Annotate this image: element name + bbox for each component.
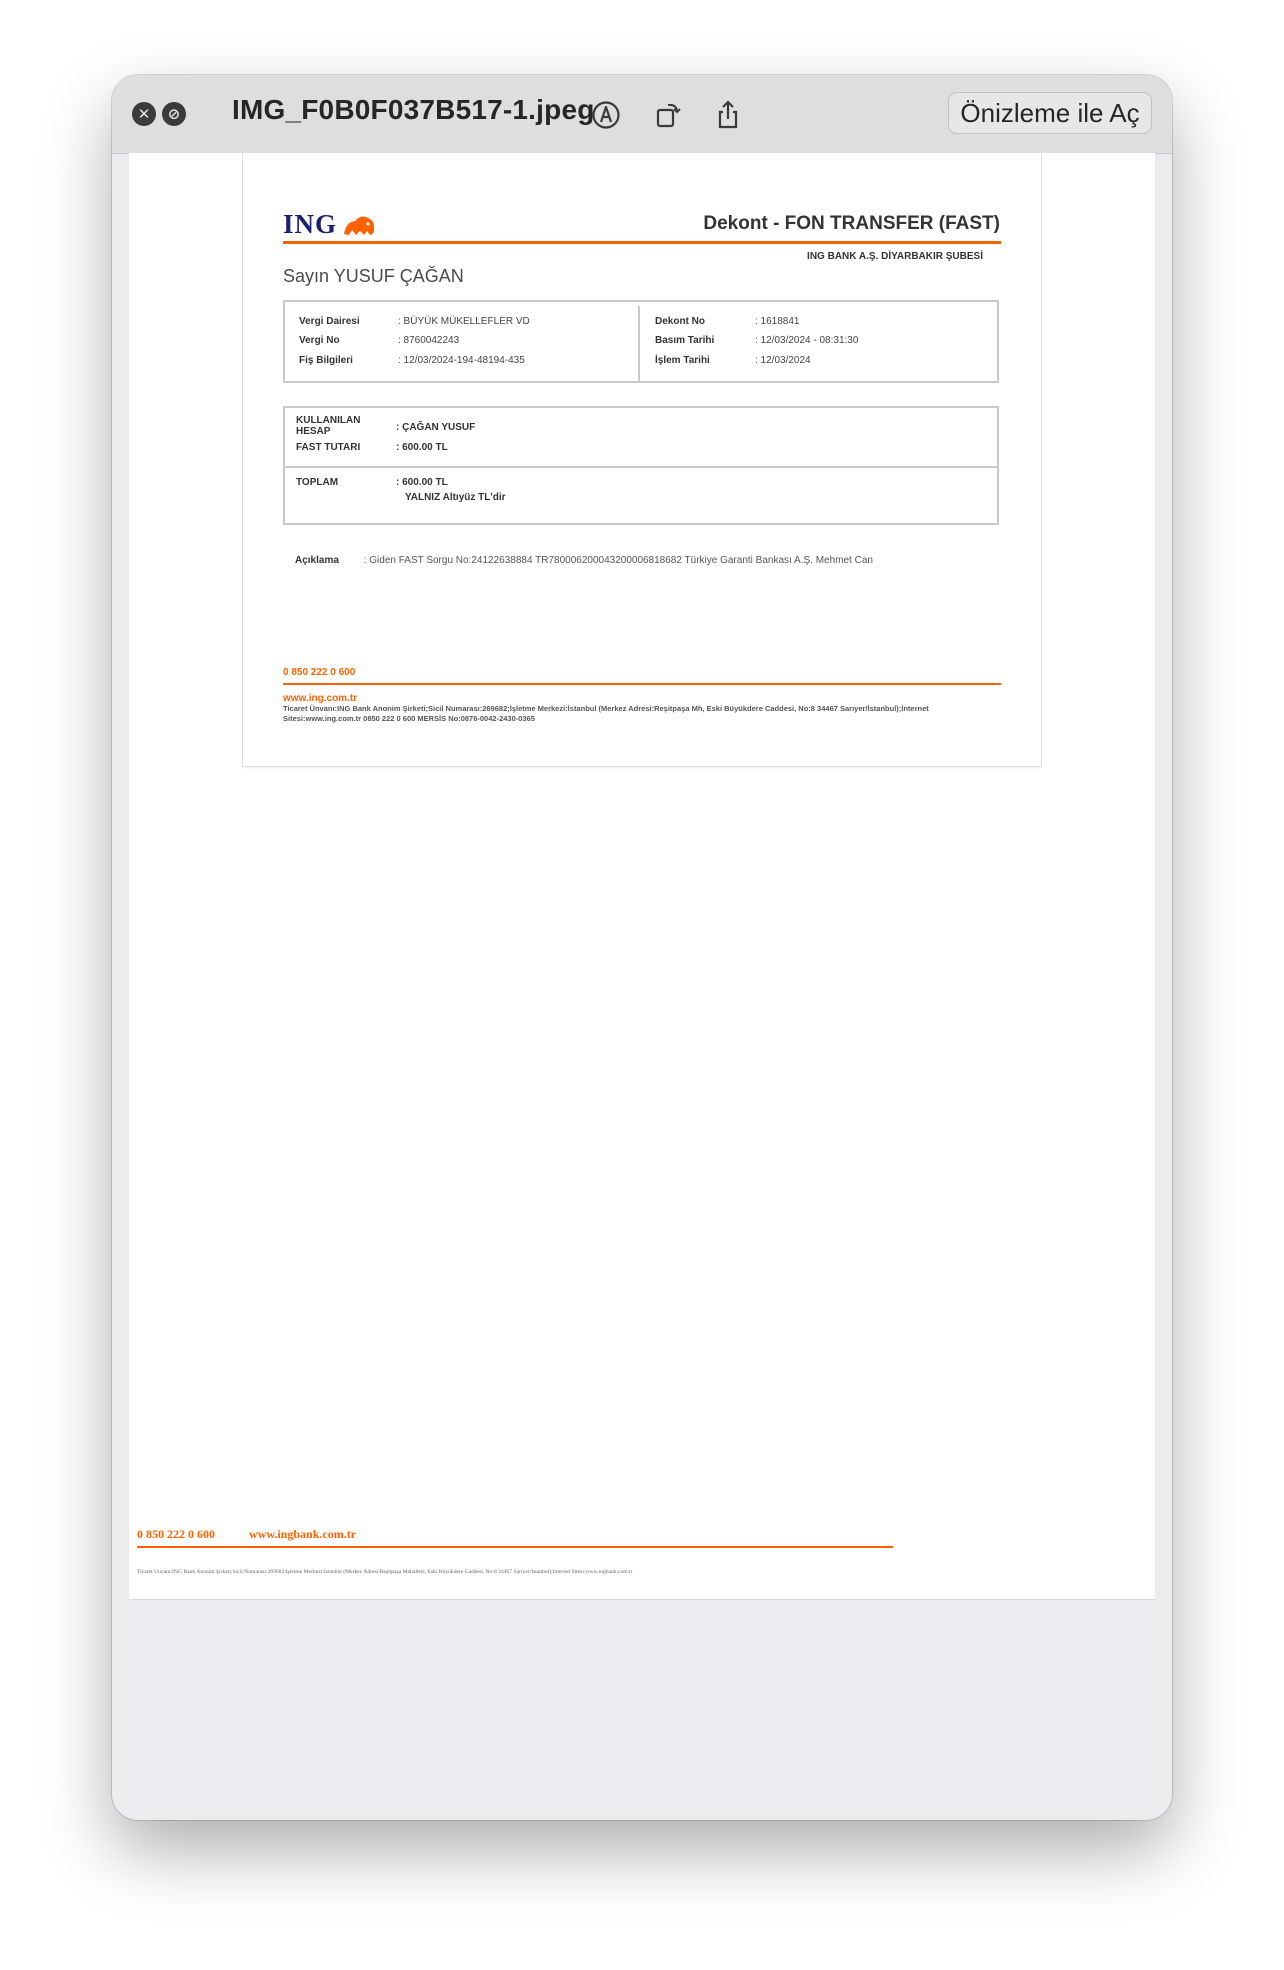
description-row [295,555,873,566]
info-divider [638,306,640,382]
account-label-line-2: HESAP [296,426,331,437]
info-label: Dekont No [655,316,705,327]
doc-footer-phone: 0 850 222 0 600 [283,667,356,678]
account-label-line-1: KULLANILAN [296,415,361,426]
share-icon[interactable] [710,97,746,133]
info-label: Fiş Bilgileri [299,355,353,366]
rotate-icon[interactable] [650,97,686,133]
info-value: : 8760042243 [398,335,460,346]
info-value: : 12/03/2024 - 08:31:30 [755,335,859,346]
branch-name: ING BANK A.Ş. DİYARBAKIR ŞUBESİ [807,251,983,262]
lion-icon [341,212,377,238]
account-label [296,415,360,437]
doc-footer-legal: Ticaret Ünvanı:ING Bank Anonim Şirketi;Sicil Numarası:269682;İşletme Merkezi:İstanbul (Merkez Adresi:Reşitpaşa Mh, Eski Büyükdere Caddesi, No:8 34467 Sarıyer/İstanbul);İnternet Sitesi:www.ing.com.tr 0850 222 0 600 MERSİS No:0876-0042-2430-0365 [283,704,929,723]
doc-footer-rule [283,683,1001,685]
header-rule [283,241,1001,244]
document-page [243,153,1041,766]
total-in-words: YALNIZ Altıyüz TL'dir [405,492,506,503]
page-footer-phone: 0 850 222 0 600 [137,1527,215,1541]
logo-text: ING [283,209,338,239]
page-footer-web: www.ingbank.com.tr [249,1527,357,1541]
info-label: Basım Tarihi [655,335,715,346]
description-label: Açıklama [295,555,339,566]
total-label: TOPLAM [296,477,339,488]
description-value: : Giden FAST Sorgu No:24122638884 TR780006200043200006818682 Türkiye Garanti Bankası A.Ş. Mehmet Can [363,555,873,566]
info-value: : 12/03/2024-194-48194-435 [398,355,525,366]
preview-content [129,153,1155,1807]
info-value: : BÜYÜK MÜKELLEFLER VD [398,316,530,327]
info-label: Vergi Dairesi [299,316,360,327]
page-footer-rule [137,1546,893,1548]
open-with-preview-button[interactable]: Önizleme ile Aç [948,92,1152,134]
block-icon[interactable]: ⊘ [162,102,186,126]
info-label: İşlem Tarihi [655,355,710,366]
titlebar [112,75,1172,154]
markup-pen-icon[interactable] [588,97,624,133]
transfer-box [283,406,999,525]
info-label: Vergi No [299,335,340,346]
transfer-divider [285,466,997,468]
info-value: : 1618841 [755,316,800,327]
fast-amount-label: FAST TUTARI [296,442,361,453]
window-title: IMG_F0B0F037B517-1.jpeg [232,94,595,125]
greeting: Sayın YUSUF ÇAĞAN [283,266,464,286]
total-value: : 600.00 TL [396,477,448,488]
document-title: Dekont - FON TRANSFER (FAST) [703,213,1000,234]
account-value: : ÇAĞAN YUSUF [396,422,476,433]
info-value: : 12/03/2024 [755,355,811,366]
ing-logo [283,209,377,240]
page-footer-legal: Ticaret Ünvanı:ING Bank Anonim Şirketi;Sicil Numarası:269682;İşletme Merkezi:İstanbul (Merkez Adresi:Reşitpaşa Mahallesi, Eski Büyükdere Caddesi, No:8 34467 Sarıyer/İstanbul);İnternet Sitesi:www.ingbank.com.tr [137,1569,633,1575]
fast-amount-value: : 600.00 TL [396,442,448,453]
quicklook-window [112,75,1172,1820]
doc-footer-web: www.ing.com.tr [283,693,358,704]
info-box [283,300,999,383]
close-icon[interactable]: ✕ [132,102,156,126]
empty-preview-area [129,1599,1155,1808]
